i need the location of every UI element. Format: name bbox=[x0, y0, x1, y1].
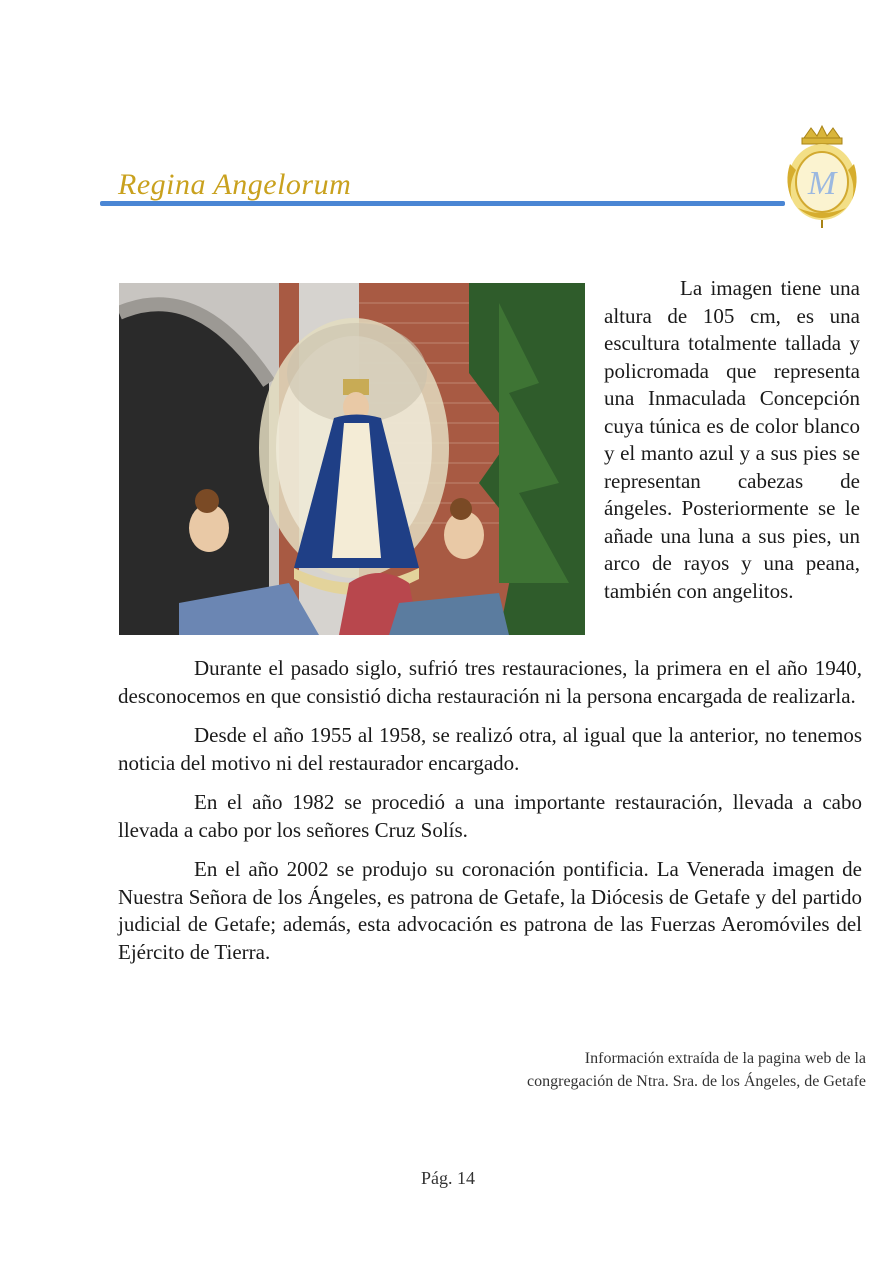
body-text bbox=[118, 655, 862, 978]
svg-text:M: M bbox=[807, 165, 837, 202]
paragraph-restoration-1982: En el año 1982 se procedió a una importante restauración, llevada a cabo llevada a cabo por los señores Cruz Solís. bbox=[118, 790, 862, 842]
header-rule bbox=[100, 201, 785, 206]
paragraph-coronation-2002: En el año 2002 se produjo su coronación pontificia. La Venerada imagen de Nuestra Señora de los Ángeles, es patrona de Getafe, la Diócesis de Getafe y del partido judicial de Getafe; además, esta advocación es patrona de las Fuerzas Aeromóviles del Ejército de Tierra. bbox=[118, 857, 862, 964]
intro-paragraph bbox=[604, 275, 860, 605]
paragraph-restoration-1955: Desde el año 1955 al 1958, se realizó otra, al igual que la anterior, no tenemos noticia del motivo ni del restaurador encargado. bbox=[118, 723, 862, 775]
source-note bbox=[366, 1047, 866, 1093]
page-number: Pág. 14 bbox=[421, 1168, 475, 1188]
source-line-1: Información extraída de la pagina web de la bbox=[584, 1050, 866, 1067]
paragraph-restoration-1940: Durante el pasado siglo, sufrió tres restauraciones, la primera en el año 1940, desconocemos en que consistió dicha restauración ni la persona encargada de realizarla. bbox=[118, 656, 862, 708]
source-line-2: congregación de Ntra. Sra. de los Ángeles, de Getafe bbox=[527, 1073, 866, 1090]
virgin-statue-photo bbox=[119, 283, 585, 635]
marian-emblem-icon bbox=[784, 124, 860, 228]
section-title: Regina Angelorum bbox=[118, 168, 352, 201]
intro-text: La imagen tiene una altura de 105 cm, es una escultura totalmente tallada y policromada que representa una Inmaculada Concepción cuya túnica es de color blanco y el manto azul y a sus pies se representan cabezas de ángeles. Posteriormente se le añade una luna a sus pies, un arco de rayos y una peana, también con angelitos. bbox=[604, 276, 860, 603]
